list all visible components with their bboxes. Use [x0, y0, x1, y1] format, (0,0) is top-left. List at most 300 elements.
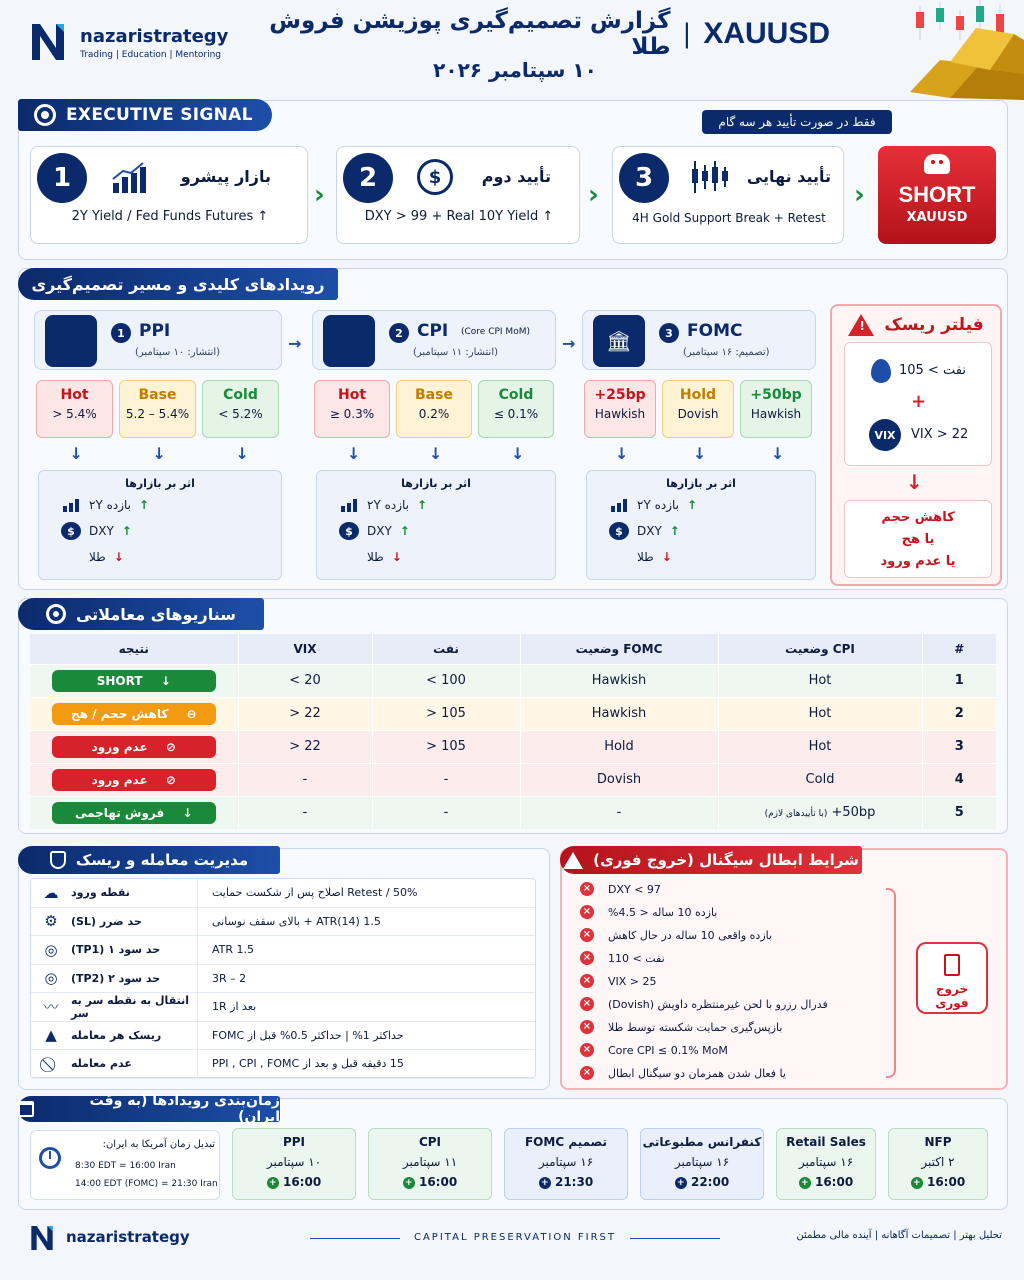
chevron-right-icon: › [588, 180, 599, 210]
arrow-down-icon: ↓ [69, 444, 83, 463]
scenario-row [30, 697, 996, 730]
scenario-num: 5 [922, 796, 996, 829]
confirmation-note: فقط در صورت تأیید هر سه گام [702, 110, 892, 134]
scenarios-title: سناریوهای معاملاتی [75, 604, 237, 624]
impact-label: طلا [637, 550, 654, 564]
trade-row [31, 1050, 535, 1079]
result-label: عدم ورود [91, 772, 148, 787]
scenario-oil: < 100 [372, 664, 520, 697]
trade-key: عدم معامله [71, 1057, 132, 1071]
gold-bars-illustration [880, 0, 1024, 100]
step-number-1: 1 [37, 153, 87, 203]
trade-value: 1.5 ATR(14) + بالای سقف نوسانی [212, 914, 381, 928]
invalidation-item [580, 882, 880, 896]
arrow-up-icon: ↑ [139, 498, 150, 512]
schedule-time: 16:00 [282, 1175, 322, 1189]
invalidation-text: DXY < 97 [608, 882, 661, 896]
scenario-cpi [718, 796, 922, 829]
gold-bars-icon [609, 548, 629, 566]
scenario-vix: - [238, 763, 372, 796]
x-circle-icon: × [580, 1020, 594, 1034]
impact-row [317, 544, 555, 570]
scenario-chip [740, 380, 812, 438]
chip-title: Base [138, 387, 177, 403]
trend-icon: 〰 [43, 998, 59, 1017]
schedule-date: ۱۰ سپتامبر [266, 1155, 322, 1169]
trade-row [31, 879, 535, 908]
scenario-vix: < 20 [238, 664, 372, 697]
target-icon: ◎ [44, 940, 58, 959]
warning-icon: ! [848, 314, 874, 336]
page-title [260, 8, 830, 60]
invalidation-text: VIX > 25 [608, 974, 657, 988]
risk-conditions-card [844, 342, 992, 466]
impact-title: اثر بر بازارها [125, 477, 195, 490]
chip-title: Base [415, 387, 453, 403]
scenario-cpi-value: Hot [808, 706, 832, 721]
schedule-card [504, 1128, 628, 1200]
market-impact-card [316, 470, 556, 580]
event-date: (انتشار: ۱۱ سپتامبر) [413, 347, 499, 358]
vix-condition: VIX > 22 [911, 427, 969, 442]
schedule-time: 16:00 [814, 1175, 854, 1189]
scenario-fomc: Dovish [520, 763, 718, 796]
scenario-num: 2 [922, 697, 996, 730]
scenario-num: 3 [922, 730, 996, 763]
clock-icon: + [799, 1177, 811, 1189]
scenario-cpi [718, 697, 922, 730]
chip-value: 5.2 – 5.4% [125, 407, 190, 421]
event-name: FOMC [687, 321, 743, 341]
impact-label: بازده ۲Y [637, 498, 680, 512]
impact-row [587, 544, 815, 570]
step-number-2: 2 [343, 153, 393, 203]
scenario-cpi-note: (با تأییدهای لازم) [764, 809, 828, 820]
impact-label: DXY [367, 524, 392, 538]
schedule-time: 16:00 [418, 1175, 458, 1189]
impact-row [317, 518, 555, 544]
impact-row [587, 492, 815, 518]
timezone-line-2: 14:00 EDT (FOMC) = 21:30 Iran [75, 1179, 218, 1189]
x-circle-icon: × [580, 997, 594, 1011]
footer-brand: nazaristrategy [66, 1228, 190, 1246]
sliders-icon: ⚙ [44, 912, 58, 931]
trade-key: نقطه ورود [71, 886, 130, 900]
clock-icon [39, 1147, 61, 1169]
event-icon [323, 315, 375, 367]
schedule-event: PPI [282, 1135, 306, 1149]
market-impact-card [38, 470, 282, 580]
invalidation-item [580, 1066, 880, 1080]
trade-row [31, 993, 535, 1022]
scenario-cpi-value: Cold [805, 772, 835, 787]
trade-key: حد سود ۱ (TP1) [71, 943, 161, 957]
arrow-down-icon: ↓ [429, 444, 443, 463]
trade-divider [197, 1022, 198, 1050]
oil-drop-icon [871, 359, 891, 383]
scenarios-header-row [30, 634, 996, 664]
chart-growth-icon [609, 496, 629, 514]
scenario-oil: > 105 [372, 730, 520, 763]
trade-row [31, 965, 535, 994]
schedule-title: زمان‌بندی رویدادها (به وقت ایران) [89, 1093, 280, 1125]
brand-tagline: Trading | Education | Mentoring [80, 50, 221, 60]
chip-value: ≤ 0.1% [493, 407, 539, 421]
scenario-oil: - [372, 796, 520, 829]
scenario-cpi-value: Hot [808, 739, 832, 754]
invalidation-item [580, 951, 880, 965]
scenario-cpi [718, 763, 922, 796]
scenario-chip [478, 380, 554, 438]
arrow-down-icon: ↓ [511, 444, 525, 463]
chip-value: ≥ 0.3% [329, 407, 375, 421]
dollar-icon: $ [339, 522, 359, 540]
events-header [18, 268, 338, 300]
chip-title: +50bp [750, 387, 802, 403]
exit-now-label: خروج فوری [935, 982, 969, 1010]
step-card-2 [336, 146, 580, 244]
scenario-row [30, 730, 996, 763]
executive-signal-title: EXECUTIVE SIGNAL [66, 105, 253, 125]
schedule-date: ۱۶ سپتامبر [798, 1155, 854, 1169]
col-fomc: وضعیت FOMC [520, 634, 718, 664]
arrow-down-icon: ↓ [771, 444, 785, 463]
scenario-result [30, 763, 238, 796]
footer-divider-right [630, 1238, 720, 1239]
short-signal-symbol: XAUUSD [906, 210, 968, 225]
chevron-right-icon: › [314, 180, 325, 210]
chip-value: Hawkish [750, 407, 802, 421]
target-icon [34, 104, 56, 126]
shield-icon [50, 851, 66, 869]
event-extra: (Core CPI MoM) [461, 327, 530, 337]
scenario-cpi-value: +50bp [831, 805, 876, 821]
scenario-fomc: Hawkish [520, 697, 718, 730]
x-circle-icon: × [580, 1066, 594, 1080]
scenario-chip [36, 380, 113, 438]
cloud-icon: ☁ [43, 883, 59, 902]
chip-title: Hold [679, 387, 717, 403]
scenario-num: 1 [922, 664, 996, 697]
event-name: CPI [417, 321, 449, 341]
impact-label: بازده ۲Y [367, 498, 410, 512]
impact-row [39, 492, 281, 518]
gold-bars-icon [339, 548, 359, 566]
scenario-row [30, 664, 996, 697]
schedule-date: ۱۱ سپتامبر [402, 1155, 458, 1169]
warning-icon [563, 852, 583, 869]
impact-title: اثر بر بازارها [666, 477, 736, 490]
schedule-card [776, 1128, 876, 1200]
candlestick-icon [689, 159, 729, 199]
exit-door-icon [944, 954, 960, 976]
arrow-down-icon: ↓ [906, 470, 923, 494]
chip-value: Dovish [677, 407, 719, 421]
scenario-vix: > 22 [238, 730, 372, 763]
risk-result-2: یا هج [901, 532, 935, 547]
timezone-line-1: 8:30 EDT = 16:00 Iran [75, 1161, 176, 1171]
invalidation-item [580, 997, 880, 1011]
x-circle-icon: × [580, 974, 594, 988]
arrow-right-icon: → [562, 334, 576, 353]
schedule-date: ۱۶ سپتامبر [674, 1155, 730, 1169]
scenarios-table [30, 634, 996, 829]
result-icon: ⊖ [186, 706, 197, 721]
impact-label: طلا [367, 550, 384, 564]
invalidation-item [580, 1043, 880, 1057]
result-icon: ↓ [182, 805, 193, 820]
title-fa: گزارش تصمیم‌گیری پوزیشن فروش طلا [269, 8, 671, 60]
result-pill [52, 769, 216, 791]
impact-row [587, 518, 815, 544]
event-number: 1 [111, 323, 131, 343]
result-label: عدم ورود [91, 739, 148, 754]
brand-logo [30, 22, 66, 62]
clock-icon: + [403, 1177, 415, 1189]
chip-title: Cold [498, 387, 534, 403]
step-card-3 [612, 146, 844, 244]
arrow-down-icon: ↓ [391, 550, 402, 564]
chip-value: > 5.4% [52, 407, 97, 421]
trade-divider [197, 879, 198, 907]
col-num: # [922, 634, 996, 664]
exit-now-button[interactable] [916, 942, 988, 1014]
dollar-icon: $ [609, 522, 629, 540]
warning-icon: ▲ [45, 1026, 57, 1045]
arrow-up-icon: ↑ [417, 498, 428, 512]
footer-logo [30, 1224, 54, 1256]
schedule-time: 16:00 [926, 1175, 966, 1189]
arrow-right-icon: → [288, 334, 302, 353]
col-result: نتیجه [118, 641, 149, 656]
event-card-cpi [312, 310, 556, 370]
impact-label: DXY [637, 524, 662, 538]
calendar-icon [18, 1101, 34, 1117]
scenario-num: 4 [922, 763, 996, 796]
footer-right-text: تحلیل بهتر | تصمیمات آگاهانه | آینده مالی مطمئن [796, 1230, 1002, 1241]
x-circle-icon: × [580, 882, 594, 896]
trade-value: حداکثر 1% | حداکثر 0.5% قبل از FOMC [212, 1028, 404, 1042]
impact-title: اثر بر بازارها [401, 477, 471, 490]
scenario-oil: > 105 [372, 697, 520, 730]
schedule-date: ۲ اکتبر [921, 1155, 955, 1169]
scenario-cpi [718, 730, 922, 763]
schedule-event: تصمیم FOMC [524, 1135, 608, 1149]
arrow-down-icon: ↓ [152, 444, 166, 463]
result-icon: ↓ [160, 673, 171, 688]
invalidation-item [580, 974, 880, 988]
chart-growth-icon [111, 161, 147, 199]
risk-result-3: یا عدم ورود [880, 554, 956, 569]
chip-value: Hawkish [594, 407, 646, 421]
dollar-icon: $ [61, 522, 81, 540]
trade-management-title: مدیریت معامله و ریسک [75, 851, 249, 869]
invalidation-title: شرایط ابطال سیگنال (خروج فوری) [593, 851, 859, 869]
event-icon: 🏛 [593, 315, 645, 367]
trade-value: Retest / 50% اصلاح پس از شکست حمایت [212, 886, 418, 900]
scenario-chip [662, 380, 734, 438]
scenario-cpi-value: Hot [808, 673, 832, 688]
arrow-up-icon: ↑ [399, 524, 410, 538]
step-card-1 [30, 146, 308, 244]
x-circle-icon: × [580, 1043, 594, 1057]
chip-value: < 5.2% [218, 407, 263, 421]
vix-badge: VIX [869, 419, 901, 451]
x-circle-icon: × [580, 951, 594, 965]
clock-icon: + [539, 1177, 551, 1189]
schedule-event: NFP [924, 1135, 952, 1149]
clock-icon: + [911, 1177, 923, 1189]
dollar-icon: $ [417, 159, 453, 195]
scenario-oil: - [372, 763, 520, 796]
step-detail-2: DXY > 99 + Real 10Y Yield ↑ [364, 209, 554, 224]
event-card-ppi [34, 310, 282, 370]
arrow-down-icon: ↓ [693, 444, 707, 463]
schedule-time: 22:00 [690, 1175, 730, 1189]
schedule-card [640, 1128, 764, 1200]
result-pill [52, 670, 216, 692]
n-logo-icon [30, 22, 66, 62]
chart-growth-icon [61, 496, 81, 514]
schedule-header [18, 1093, 280, 1125]
x-circle-icon: × [580, 905, 594, 919]
risk-filter-panel [830, 304, 1002, 586]
risk-result-card [844, 500, 992, 578]
col-oil: نفت [372, 634, 520, 664]
target-icon [46, 604, 66, 624]
short-signal-label: SHORT [898, 182, 976, 207]
step-title-3: تأیید نهایی [746, 167, 831, 186]
event-number: 3 [659, 323, 679, 343]
scenario-cpi [718, 664, 922, 697]
scenario-result [30, 697, 238, 730]
scenario-chip [396, 380, 472, 438]
invalidation-text: بازده واقعی 10 ساله در حال کاهش [608, 928, 773, 942]
arrow-up-icon: ↑ [121, 524, 132, 538]
scenario-chip [314, 380, 390, 438]
scenario-chip [119, 380, 196, 438]
timezone-card [30, 1130, 220, 1200]
col-cpi: وضعیت CPI [718, 634, 922, 664]
brand-name: nazaristrategy [80, 26, 229, 47]
chip-title: Hot [337, 387, 367, 403]
trade-divider [197, 908, 198, 936]
trade-key: ریسک هر معامله [71, 1028, 162, 1042]
scenario-row [30, 796, 996, 829]
trade-key: حد ضرر (SL) [71, 914, 142, 928]
invalidation-text: بازپس‌گیری حمایت شکسته توسط طلا [608, 1020, 783, 1034]
scenario-fomc: Hold [520, 730, 718, 763]
trade-divider [197, 1050, 198, 1078]
invalidation-text: Core CPI ≤ 0.1% MoM [608, 1043, 728, 1057]
chip-title: Hot [60, 387, 89, 403]
arrow-down-icon: ↓ [235, 444, 249, 463]
schedule-card [232, 1128, 356, 1200]
event-date: (تصمیم: ۱۶ سپتامبر) [683, 347, 770, 358]
scenario-vix: > 22 [238, 697, 372, 730]
target-icon: ◎ [44, 969, 58, 988]
schedule-card [368, 1128, 492, 1200]
result-label: SHORT [96, 673, 143, 688]
scenario-fomc: - [520, 796, 718, 829]
gold-bars-icon [61, 548, 81, 566]
schedule-event: کنفرانس مطبوعاتی [642, 1135, 762, 1149]
trade-management-table [30, 878, 536, 1078]
schedule-date: ۱۶ سپتامبر [538, 1155, 594, 1169]
scenario-result [30, 664, 238, 697]
event-icon [45, 315, 97, 367]
symbol-label: XAUUSD [703, 17, 830, 50]
executive-signal-header [18, 99, 272, 131]
event-name: PPI [139, 321, 171, 341]
report-date: ۱۰ سپتامبر ۲۰۲۶ [433, 58, 597, 82]
clock-icon: + [267, 1177, 279, 1189]
chip-title: Cold [223, 387, 258, 403]
trade-row [31, 936, 535, 965]
events-title: رویدادهای کلیدی و مسیر تصمیم‌گیری [31, 274, 325, 294]
risk-filter-header [832, 314, 1000, 336]
title-divider: | [682, 19, 692, 49]
risk-filter-title: فیلتر ریسک [884, 315, 984, 335]
schedule-event: CPI [418, 1135, 442, 1149]
trade-key: حد سود ۲ (TP2) [71, 971, 161, 985]
arrow-up-icon: ↑ [669, 524, 680, 538]
invalidation-text: فدرال رزرو با لحن غیرمنتظره داویش (Dovish) [608, 997, 828, 1011]
result-label: فروش تهاجمی [74, 805, 165, 820]
impact-label: طلا [89, 550, 106, 564]
chip-value: 0.2% [418, 407, 450, 421]
x-circle-icon: × [580, 928, 594, 942]
impact-label: بازده ۲Y [89, 498, 132, 512]
step-detail-1: 2Y Yield / Fed Funds Futures ↑ [71, 209, 269, 224]
scenario-row [30, 763, 996, 796]
arrow-up-icon: ↑ [687, 498, 698, 512]
invalidation-text: بازده 10 ساله < 4.5% [608, 905, 718, 919]
risk-result-1: کاهش حجم [881, 510, 955, 525]
scenario-vix: - [238, 796, 372, 829]
arrow-down-icon: ↓ [615, 444, 629, 463]
bracket-line [886, 888, 896, 1078]
trade-key: انتقال به نقطه سر به سر [71, 993, 189, 1020]
event-number: 2 [389, 323, 409, 343]
trade-divider [197, 965, 198, 993]
oil-condition: نفت > 105 [899, 363, 966, 378]
short-signal-card [878, 146, 996, 244]
schedule-time: 21:30 [554, 1175, 594, 1189]
footer-divider-left [310, 1238, 400, 1239]
invalidation-header [560, 846, 862, 874]
scenario-result [30, 730, 238, 763]
plus-icon: + [911, 391, 927, 412]
event-date: (انتشار: ۱۰ سپتامبر) [135, 347, 221, 358]
market-impact-card [586, 470, 816, 580]
result-label: کاهش حجم / هج [70, 706, 169, 721]
footer-motto: CAPITAL PRESERVATION FIRST [413, 1232, 617, 1243]
trade-value: بعد از 1R [212, 1000, 257, 1014]
col-vix: VIX [238, 634, 372, 664]
arrow-down-icon: ↓ [113, 550, 124, 564]
trade-value: 2 – 3R [212, 971, 247, 985]
event-card-fomc [582, 310, 816, 370]
schedule-event: Retail Sales [786, 1135, 866, 1149]
ban-icon [31, 1055, 71, 1073]
invalidation-item [580, 905, 880, 919]
result-icon: ⦸ [165, 739, 176, 754]
scenario-fomc: Hawkish [520, 664, 718, 697]
invalidation-text: نفت > 110 [608, 951, 665, 965]
step-title-1: بازار پیشرو [180, 167, 271, 186]
impact-row [39, 544, 281, 570]
